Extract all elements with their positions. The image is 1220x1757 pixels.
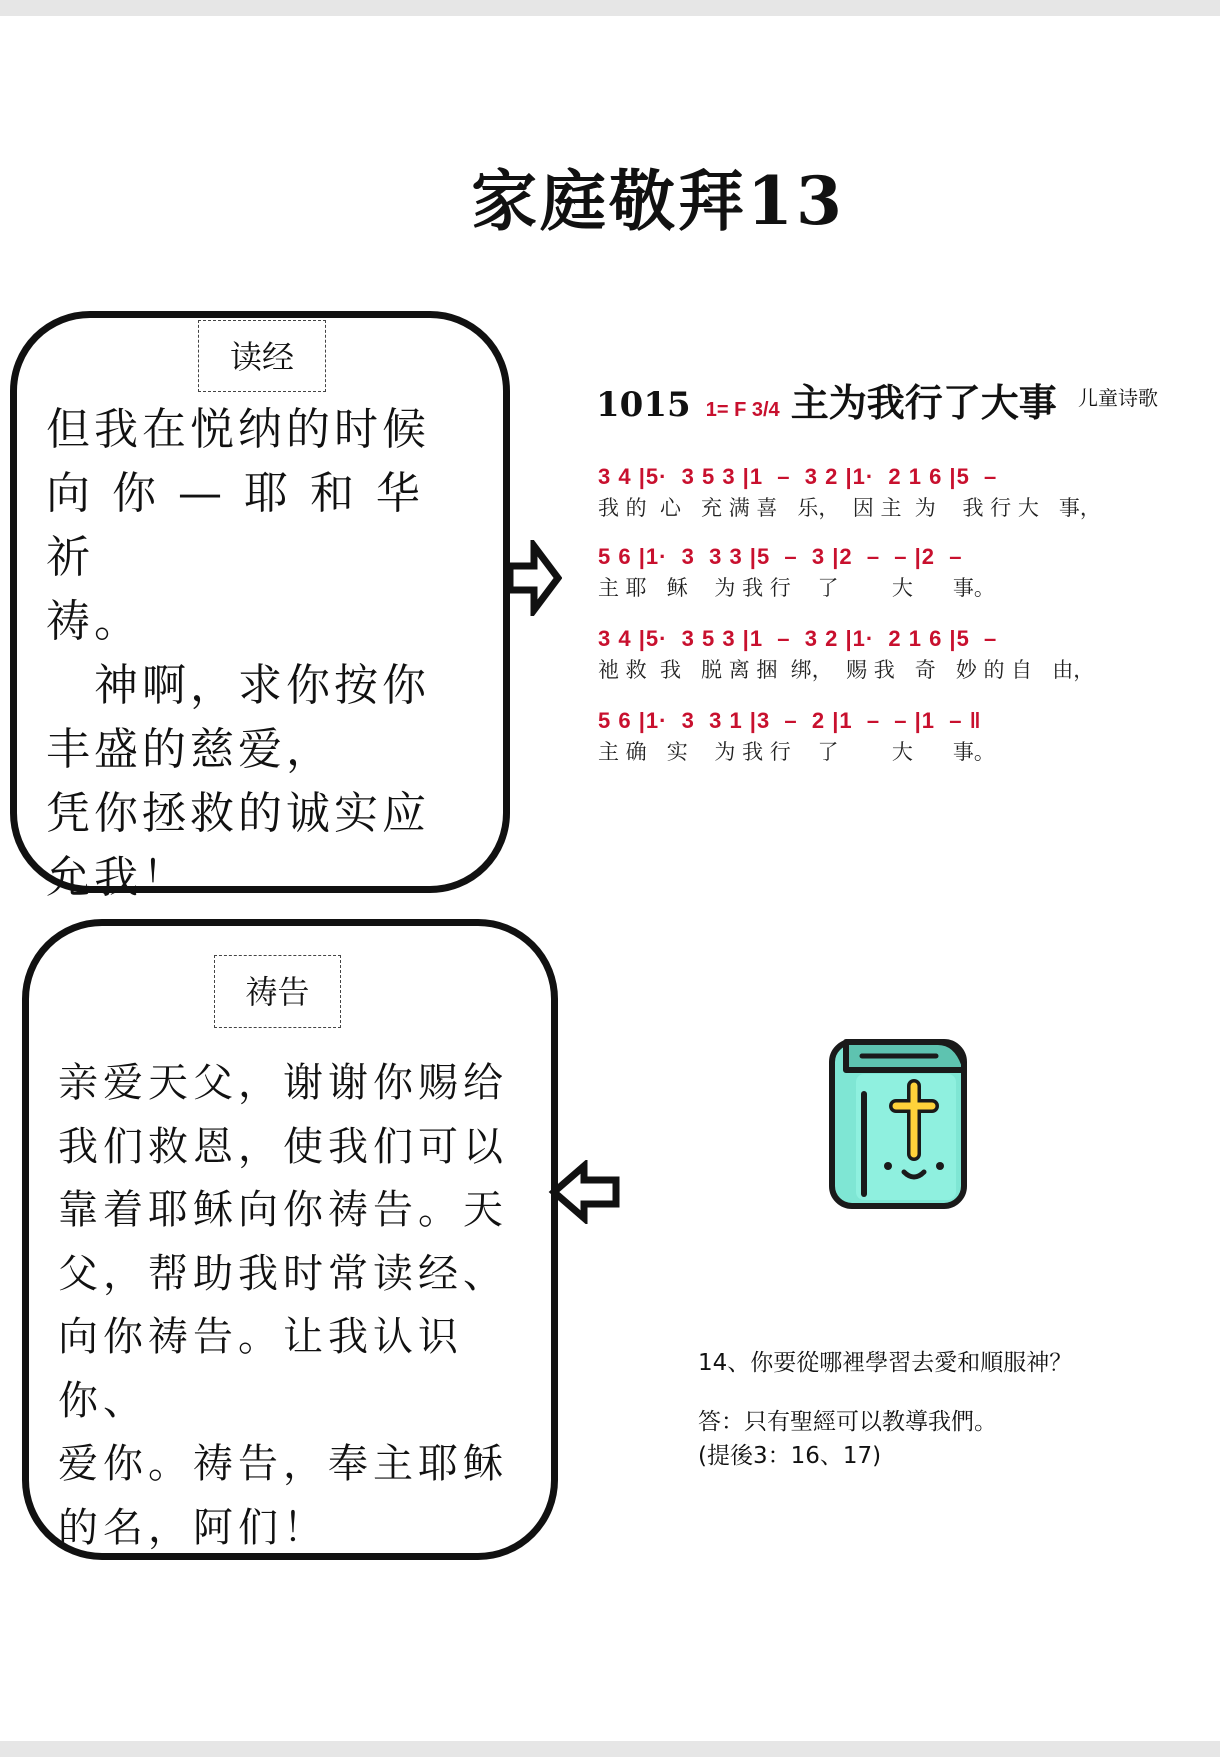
bible-icon xyxy=(826,1034,976,1214)
prayer-line: 父，帮助我时常读经、 xyxy=(58,1250,508,1297)
hymn-notes: 5 6 |1· 3 3 1 |3 – 2 |1 – – |1 – ‖ xyxy=(598,708,982,733)
page-title: 家庭敬拜13 xyxy=(471,162,845,240)
bottom-bar xyxy=(0,1741,1220,1757)
reading-line: 祷。 xyxy=(46,596,142,647)
hymn-line xyxy=(590,464,1220,524)
hymn-notes: 3 4 |5· 3 5 3 |1 – 3 2 |1· 2 1 6 |5 – xyxy=(598,626,998,651)
hymn-lyrics: 祂 救 我 脱 离 捆 绑， 赐 我 奇 妙 的 自 由， xyxy=(598,658,1095,682)
hymn-notes: 5 6 |1· 3 3 3 |5 – 3 |2 – – |2 – xyxy=(598,544,963,569)
hymn-line xyxy=(590,626,1220,686)
hymn-lyrics: 主 确 实 为 我 行 了 大 事。 xyxy=(598,740,995,764)
hymn-title: 主为我行了大事 xyxy=(790,381,1057,425)
hymn-subtitle: 儿童诗歌 xyxy=(1078,386,1158,410)
hymn-line xyxy=(590,708,1220,768)
top-bar xyxy=(0,0,1220,16)
hymn-lyrics: 我 的 心 充 满 喜 乐， 因 主 为 我 行 大 事， xyxy=(598,496,1101,520)
hymn-number: 1015 xyxy=(596,385,691,425)
hollow-arrow-left-icon xyxy=(548,1160,620,1224)
reading-line: 凭你拯救的诚实应 xyxy=(46,788,430,839)
hollow-arrow-right-icon xyxy=(506,540,562,616)
reading-line: 但我在悦纳的时候 xyxy=(46,404,430,455)
prayer-line: 我们救恩，使我们可以 xyxy=(58,1123,508,1170)
prayer-line: 的名，阿们！ xyxy=(58,1504,328,1551)
hymn-line xyxy=(590,544,1220,604)
prayer-line: 爱你。祷告，奉主耶稣 xyxy=(58,1441,508,1487)
reading-text xyxy=(46,398,476,910)
reading-line: 丰盛的慈爱， xyxy=(46,724,334,775)
catechism-answer: 答：只有聖經可以教導我們。 xyxy=(698,1409,997,1435)
catechism-question: 14、你要從哪裡學習去愛和順服神？ xyxy=(698,1350,1073,1376)
hymn-sheet xyxy=(590,360,1220,790)
hymn-key: 1= F 3/4 xyxy=(705,399,780,421)
catechism-reference: (提後3：16、17) xyxy=(698,1443,882,1469)
reading-line: 神啊，求你按你 xyxy=(46,660,430,711)
prayer-line: 亲爱天父，谢谢你赐给 xyxy=(58,1060,508,1106)
hymn-notes: 3 4 |5· 3 5 3 |1 – 3 2 |1· 2 1 6 |5 – xyxy=(598,464,998,489)
reading-line: 允我！ xyxy=(46,852,190,903)
hymn-header xyxy=(596,372,1057,427)
prayer-text xyxy=(58,1052,528,1560)
prayer-line: 向你祷告。让我认识你、 xyxy=(58,1314,463,1424)
prayer-tag: 祷告 xyxy=(214,955,341,1028)
reading-tag: 读经 xyxy=(198,320,326,392)
hymn-lyrics: 主 耶 稣 为 我 行 了 大 事。 xyxy=(598,576,995,600)
prayer-line: 靠着耶稣向你祷告。天 xyxy=(58,1187,508,1233)
reading-line: 向 你 — 耶 和 华 祈 xyxy=(46,468,424,583)
